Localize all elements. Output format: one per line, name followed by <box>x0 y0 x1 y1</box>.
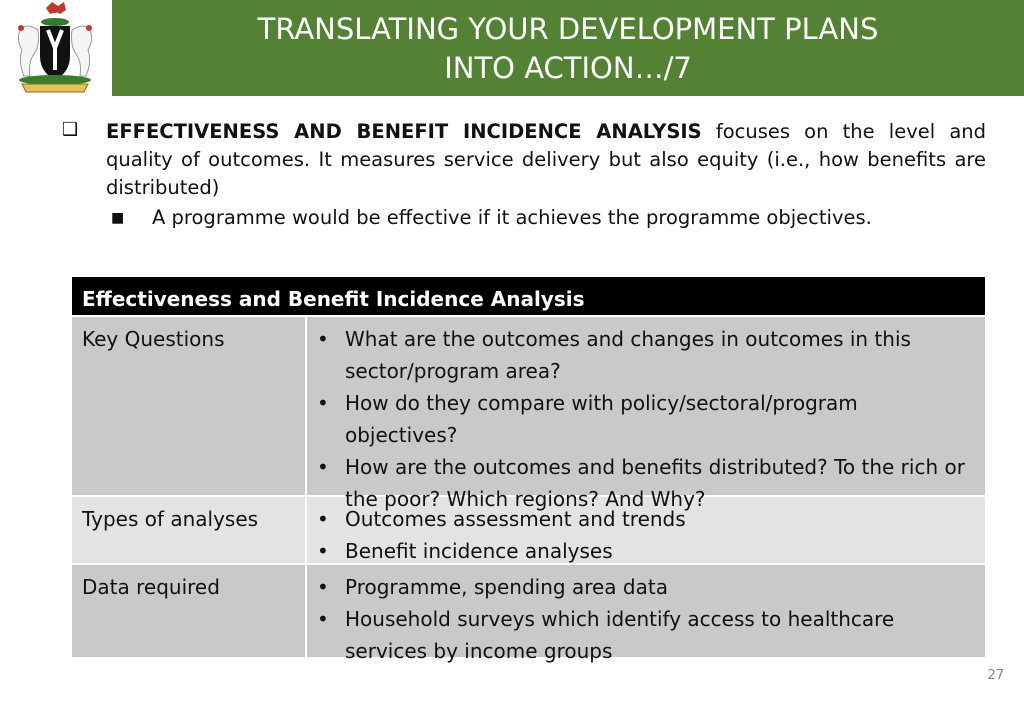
sub-bullet-text: A programme would be effective if it achieves the programme objectives. <box>152 206 872 229</box>
title-line-2: INTO ACTION…/7 <box>444 51 692 85</box>
list-item: • Household surveys which identify access to healthcare services by income groups <box>345 603 975 667</box>
bullet-list <box>307 565 985 667</box>
intro-bold: EFFECTIVENESS AND BENEFIT INCIDENCE ANALYSIS <box>106 120 702 143</box>
intro-paragraph <box>62 118 986 202</box>
table-header-row <box>72 277 985 316</box>
list-item: • What are the outcomes and changes in outcomes in this sector/program area? <box>345 323 975 387</box>
bullet-list <box>307 497 985 567</box>
list-item: • Programme, spending area data <box>345 571 975 603</box>
intro-text <box>106 118 986 202</box>
list-item: • Outcomes assessment and trends <box>345 503 975 535</box>
row-label: Key Questions <box>82 327 225 351</box>
row-label: Types of analyses <box>82 507 259 531</box>
coat-of-arms-logo <box>0 0 110 96</box>
sub-bullet-item <box>62 204 986 232</box>
square-bullet-icon: ■ <box>111 210 125 226</box>
row-label-cell <box>72 564 306 657</box>
bullet-list <box>307 317 985 515</box>
table-row <box>72 316 985 496</box>
title-line-1: TRANSLATING YOUR DEVELOPMENT PLANS <box>257 12 879 46</box>
row-label-cell <box>72 316 306 496</box>
row-content-cell <box>306 564 985 663</box>
table-header-text: Effectiveness and Benefit Incidence Analysis <box>82 287 585 311</box>
checkbox-bullet-icon: ❑ <box>62 119 79 140</box>
nigeria-coat-of-arms-icon <box>0 0 110 96</box>
list-item: • Benefit incidence analyses <box>345 535 975 567</box>
row-content-cell <box>306 496 985 564</box>
row-label: Data required <box>82 575 220 599</box>
list-item: • How do they compare with policy/sectoral/program objectives? <box>345 387 975 451</box>
table-row <box>72 496 985 564</box>
analysis-table <box>72 277 985 663</box>
row-content-cell <box>306 316 985 511</box>
intro-rest: focuses on the level and quality of outcomes. It measures service delivery but also equity (i.e., how benefits are distributed) <box>106 120 987 199</box>
slide-title <box>112 10 1024 88</box>
page-number: 27 <box>987 668 1004 683</box>
table-row <box>72 564 985 657</box>
list-item: • How are the outcomes and benefits distributed? To the rich or the poor? Which regions? And Why? <box>345 451 975 515</box>
title-bar <box>112 0 1024 96</box>
table-header <box>72 277 985 316</box>
row-label-cell <box>72 496 306 564</box>
